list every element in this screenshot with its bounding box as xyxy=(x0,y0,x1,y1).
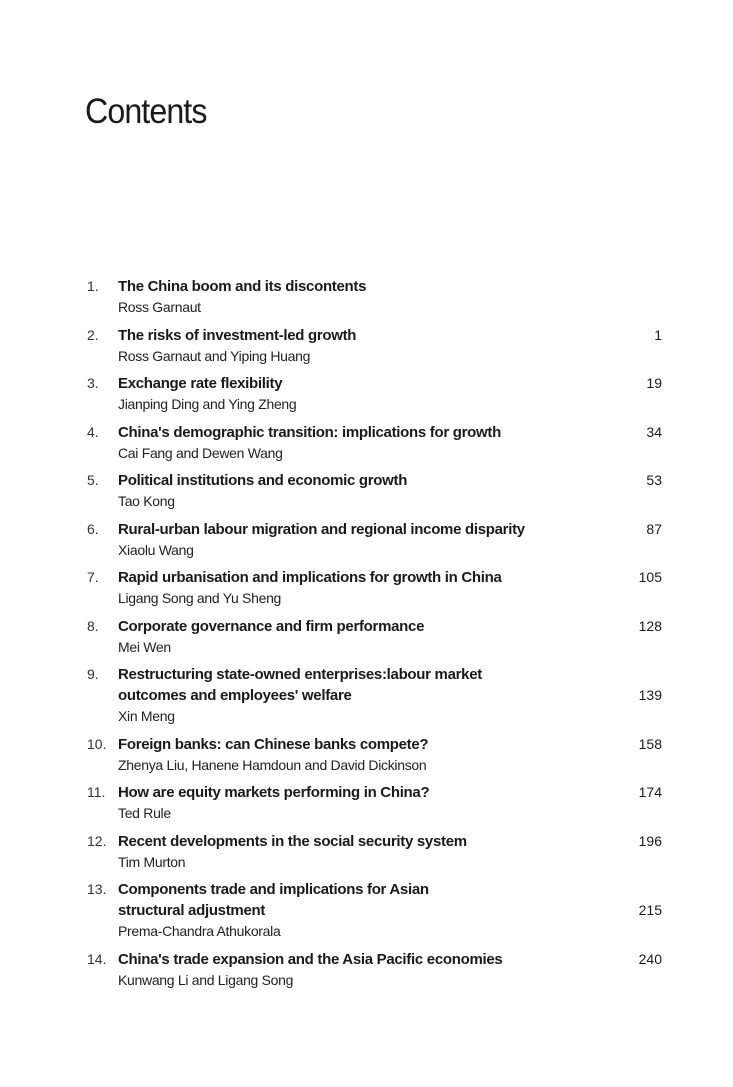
chapter-number: 8. xyxy=(87,617,99,634)
chapter-title: Political institutions and economic growth xyxy=(118,472,408,489)
chapter-author: Xin Meng xyxy=(118,708,175,724)
page-number: 1 xyxy=(654,326,662,343)
chapter-title: Foreign banks: can Chinese banks compete? xyxy=(118,735,429,753)
page-number: 174 xyxy=(638,784,662,800)
page-number: 139 xyxy=(638,687,662,703)
page-number: 34 xyxy=(646,423,662,440)
chapter-title: The risks of investment-led growth xyxy=(118,326,357,344)
page-number: 196 xyxy=(638,832,662,849)
chapter-title: How are equity markets performing in China? xyxy=(118,784,430,801)
chapter-title: Rural-urban labour migration and regional income disparity xyxy=(118,520,525,538)
chapter-author: Jianping Ding and Ying Zheng xyxy=(118,396,297,412)
toc-entry[interactable] xyxy=(87,831,662,873)
chapter-author: Mei Wen xyxy=(118,638,171,655)
toc-entry[interactable] xyxy=(87,567,662,609)
toc-entry[interactable] xyxy=(87,616,662,658)
chapter-title: Corporate governance and firm performance xyxy=(118,617,425,635)
chapter-number: 7. xyxy=(87,569,99,585)
page-number: 158 xyxy=(638,735,662,752)
chapter-title: Exchange rate flexibility xyxy=(118,375,283,392)
page-number: 87 xyxy=(646,520,662,537)
toc-entry[interactable] xyxy=(87,519,662,561)
chapter-author: Kunwang Li and Ligang Song xyxy=(118,971,294,988)
page-number: 105 xyxy=(638,569,662,585)
chapter-author: Ross Garnaut xyxy=(118,299,201,315)
toc-entry[interactable] xyxy=(87,276,662,318)
chapter-author: Tim Murton xyxy=(118,853,186,870)
toc-entry[interactable] xyxy=(87,949,662,991)
chapter-author: Ross Garnaut and Yiping Huang xyxy=(118,347,311,364)
toc-entry[interactable] xyxy=(87,734,662,776)
chapter-author: Cai Fang and Dewen Wang xyxy=(118,444,283,461)
chapter-author: Prema-Chandra Athukorala xyxy=(118,923,281,939)
chapter-number: 3. xyxy=(87,375,99,391)
chapter-title: Recent developments in the social security system xyxy=(118,832,467,850)
toc-entry[interactable] xyxy=(87,422,662,464)
chapter-number: 4. xyxy=(87,423,99,440)
chapter-title: The China boom and its discontents xyxy=(118,278,367,295)
page-title: Contents xyxy=(85,92,207,131)
page-number: 19 xyxy=(646,375,662,391)
table-of-contents xyxy=(87,276,662,997)
chapter-number: 11. xyxy=(87,784,106,800)
chapter-number: 14. xyxy=(87,950,107,967)
page-number: 240 xyxy=(638,950,662,967)
chapter-number: 13. xyxy=(87,881,107,897)
chapter-title: Rapid urbanisation and implications for growth in China xyxy=(118,569,502,586)
chapter-number: 2. xyxy=(87,326,99,343)
chapter-title: Components trade and implications for Asian xyxy=(118,881,429,898)
chapter-title: China's demographic transition: implications for growth xyxy=(118,423,501,441)
page-number: 128 xyxy=(638,617,662,634)
toc-entry[interactable] xyxy=(87,325,662,367)
chapter-author: Ted Rule xyxy=(118,805,171,821)
toc-entry[interactable] xyxy=(87,879,662,942)
chapter-title: outcomes and employees' welfare xyxy=(118,687,352,704)
toc-entry[interactable] xyxy=(87,664,662,727)
chapter-title: structural adjustment xyxy=(118,902,266,919)
chapter-author: Xiaolu Wang xyxy=(118,541,194,558)
chapter-number: 6. xyxy=(87,520,99,537)
chapter-title: Restructuring state-owned enterprises:labour market xyxy=(118,666,482,683)
chapter-number: 9. xyxy=(87,666,99,682)
chapter-author: Tao Kong xyxy=(118,493,175,509)
chapter-number: 10. xyxy=(87,735,107,752)
toc-entry[interactable] xyxy=(87,782,662,824)
chapter-number: 5. xyxy=(87,472,99,488)
page-number: 53 xyxy=(646,472,662,488)
chapter-number: 12. xyxy=(87,832,107,849)
chapter-author: Ligang Song and Yu Sheng xyxy=(118,590,282,606)
chapter-number: 1. xyxy=(87,278,99,294)
chapter-author: Zhenya Liu, Hanene Hamdoun and David Dickinson xyxy=(118,756,427,773)
toc-entry[interactable] xyxy=(87,470,662,512)
chapter-title: China's trade expansion and the Asia Pacific economies xyxy=(118,950,503,968)
toc-entry[interactable] xyxy=(87,373,662,415)
page-number: 215 xyxy=(638,902,662,918)
